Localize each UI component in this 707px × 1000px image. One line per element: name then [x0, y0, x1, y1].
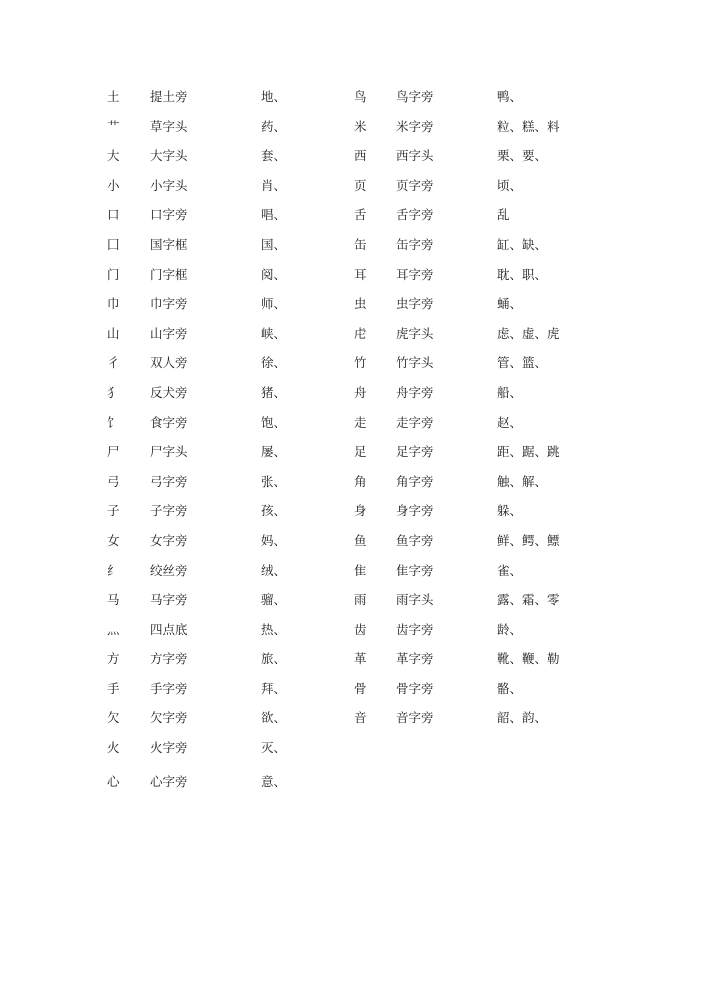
- right-radical-name: 齿字旁: [396, 621, 434, 637]
- radical-row: [0, 82, 707, 112]
- left-examples: 饱、: [261, 414, 287, 430]
- right-radical: 角: [354, 473, 367, 489]
- left-radical-name: 方字旁: [150, 651, 188, 667]
- right-radical: 舟: [354, 384, 367, 400]
- radical-row: [0, 556, 707, 586]
- left-examples: 热、: [261, 621, 287, 637]
- left-radical-name: 巾字旁: [150, 296, 188, 312]
- left-radical: 马: [107, 592, 120, 608]
- left-examples: 孩、: [261, 503, 287, 519]
- left-radical: 手: [107, 680, 120, 696]
- right-radical: 身: [354, 503, 367, 519]
- right-examples: 缸、缺、: [497, 236, 548, 252]
- radical-row: [0, 644, 707, 674]
- right-radical-name: 音字旁: [396, 710, 434, 726]
- right-radical: 走: [354, 414, 367, 430]
- radical-row: [0, 230, 707, 260]
- left-radical-name: 口字旁: [150, 207, 188, 223]
- radical-row: [0, 467, 707, 497]
- left-radical: 山: [107, 325, 120, 341]
- radical-row: [0, 319, 707, 349]
- right-radical: 页: [354, 177, 367, 193]
- left-radical-name: 山字旁: [150, 325, 188, 341]
- radical-row: [0, 615, 707, 645]
- left-examples: 意、: [261, 773, 287, 789]
- left-radical: 艹: [107, 118, 120, 134]
- right-radical: 竹: [354, 355, 367, 371]
- left-radical: 方: [107, 651, 120, 667]
- left-radical-name: 食字旁: [150, 414, 188, 430]
- left-examples: 骝、: [261, 592, 287, 608]
- right-radical-name: 鱼字旁: [396, 532, 434, 548]
- left-radical-name: 心字旁: [150, 773, 188, 789]
- right-radical-name: 隹字旁: [396, 562, 434, 578]
- radical-row: [0, 496, 707, 526]
- right-examples: 鲜、鳄、鳔: [497, 532, 560, 548]
- radical-row: [0, 348, 707, 378]
- left-examples: 灭、: [261, 740, 287, 756]
- radical-row: [0, 526, 707, 556]
- left-radical: 欠: [107, 710, 120, 726]
- left-radical-name: 小字头: [150, 177, 188, 193]
- right-radical-name: 西字头: [396, 148, 434, 164]
- left-radical: 弓: [107, 473, 120, 489]
- left-radical: 大: [107, 148, 120, 164]
- radical-row: [0, 200, 707, 230]
- right-examples: 顷、: [497, 177, 523, 193]
- left-radical: 囗: [107, 236, 120, 252]
- radical-row: [0, 171, 707, 201]
- radical-row: [0, 141, 707, 171]
- left-radical: 土: [107, 89, 120, 104]
- right-radical: 骨: [354, 680, 367, 696]
- left-radical-name: 反犬旁: [150, 384, 188, 400]
- left-radical-name: 门字框: [150, 266, 188, 282]
- radical-row: [0, 289, 707, 319]
- left-radical-name: 弓字旁: [150, 473, 188, 489]
- left-radical-name: 子字旁: [150, 503, 188, 519]
- right-examples: 靴、鞭、勒: [497, 651, 560, 667]
- right-radical-name: 走字旁: [396, 414, 434, 430]
- left-examples: 套、: [261, 148, 287, 164]
- right-examples: 鸭、: [497, 89, 523, 104]
- left-radical-name: 国字框: [150, 236, 188, 252]
- left-radical: 灬: [107, 621, 120, 637]
- right-radical: 音: [354, 710, 367, 726]
- left-radical: 小: [107, 177, 120, 193]
- radical-row: [0, 260, 707, 290]
- right-radical-name: 身字旁: [396, 503, 434, 519]
- left-radical-name: 尸字头: [150, 444, 188, 460]
- right-examples: 露、霜、零: [497, 592, 560, 608]
- left-radical: 口: [107, 207, 120, 223]
- left-radical: 纟: [107, 562, 120, 578]
- right-radical-name: 页字旁: [396, 177, 434, 193]
- left-radical: 犭: [107, 384, 120, 400]
- right-radical: 虫: [354, 296, 367, 312]
- radical-row: [0, 112, 707, 142]
- left-examples: 地、: [261, 89, 287, 104]
- left-radical-name: 双人旁: [150, 355, 188, 371]
- left-examples: 国、: [261, 236, 287, 252]
- right-radical-name: 鸟字旁: [396, 89, 434, 104]
- left-radical-name: 女字旁: [150, 532, 188, 548]
- right-examples: 耽、职、: [497, 266, 548, 282]
- radical-row: [0, 437, 707, 467]
- left-radical-name: 手字旁: [150, 680, 188, 696]
- right-radical: 鱼: [354, 532, 367, 548]
- right-radical: 缶: [354, 236, 367, 252]
- radical-row: [0, 378, 707, 408]
- radical-row: [0, 703, 707, 733]
- right-examples: 管、篮、: [497, 355, 548, 371]
- left-radical: 饣: [107, 414, 120, 430]
- right-examples: 韶、韵、: [497, 710, 548, 726]
- right-radical-name: 雨字头: [396, 592, 434, 608]
- left-examples: 猪、: [261, 384, 287, 400]
- right-radical: 米: [354, 118, 367, 134]
- left-radical: 女: [107, 532, 120, 548]
- left-radical-name: 火字旁: [150, 740, 188, 756]
- left-examples: 旅、: [261, 651, 287, 667]
- right-radical: 齿: [354, 621, 367, 637]
- right-radical-name: 革字旁: [396, 651, 434, 667]
- left-radical-name: 绞丝旁: [150, 562, 188, 578]
- left-radical-name: 大字头: [150, 148, 188, 164]
- right-radical: 西: [354, 148, 367, 164]
- right-examples: 乱: [497, 207, 510, 223]
- right-radical-name: 耳字旁: [396, 266, 434, 282]
- right-radical-name: 缶字旁: [396, 236, 434, 252]
- radical-row: [0, 733, 707, 763]
- right-radical-name: 舌字旁: [396, 207, 434, 223]
- right-radical: 足: [354, 444, 367, 460]
- left-radical: 门: [107, 266, 120, 282]
- left-radical: 心: [107, 773, 120, 789]
- radical-row: [0, 408, 707, 438]
- left-radical-name: 马字旁: [150, 592, 188, 608]
- right-examples: 骼、: [497, 680, 523, 696]
- right-examples: 躲、: [497, 503, 523, 519]
- right-examples: 雀、: [497, 562, 523, 578]
- right-examples: 栗、要、: [497, 148, 548, 164]
- left-examples: 张、: [261, 473, 287, 489]
- right-examples: 船、: [497, 384, 523, 400]
- left-examples: 绒、: [261, 562, 287, 578]
- right-radical-name: 虎字头: [396, 325, 434, 341]
- radical-row: [0, 585, 707, 615]
- right-examples: 虑、虚、虎: [497, 325, 560, 341]
- left-examples: 徐、: [261, 355, 287, 371]
- left-examples: 屡、: [261, 444, 287, 460]
- right-examples: 赵、: [497, 414, 523, 430]
- radical-row: [0, 674, 707, 704]
- left-examples: 唱、: [261, 207, 287, 223]
- right-radical-name: 竹字头: [396, 355, 434, 371]
- left-radical-name: 提土旁: [150, 89, 188, 104]
- right-radical: 耳: [354, 266, 367, 282]
- left-examples: 药、: [261, 118, 287, 134]
- left-examples: 妈、: [261, 532, 287, 548]
- left-radical: 火: [107, 740, 120, 756]
- right-radical-name: 骨字旁: [396, 680, 434, 696]
- right-radical: 雨: [354, 592, 367, 608]
- left-examples: 欲、: [261, 710, 287, 726]
- left-examples: 峡、: [261, 325, 287, 341]
- left-examples: 阅、: [261, 266, 287, 282]
- right-radical: 革: [354, 651, 367, 667]
- right-examples: 粒、糕、料: [497, 118, 560, 134]
- right-radical: 鸟: [354, 89, 367, 104]
- left-radical-name: 草字头: [150, 118, 188, 134]
- right-radical-name: 米字旁: [396, 118, 434, 134]
- left-radical: 彳: [107, 355, 120, 371]
- left-examples: 拜、: [261, 680, 287, 696]
- right-radical: 隹: [354, 562, 367, 578]
- right-radical-name: 足字旁: [396, 444, 434, 460]
- left-radical: 尸: [107, 444, 120, 460]
- left-radical-name: 欠字旁: [150, 710, 188, 726]
- right-radical-name: 舟字旁: [396, 384, 434, 400]
- right-radical-name: 角字旁: [396, 473, 434, 489]
- left-examples: 肖、: [261, 177, 287, 193]
- right-examples: 触、解、: [497, 473, 548, 489]
- right-examples: 蛹、: [497, 296, 523, 312]
- left-examples: 师、: [261, 296, 287, 312]
- radical-row: [0, 763, 707, 801]
- right-examples: 距、踞、跳: [497, 444, 560, 460]
- right-examples: 龄、: [497, 621, 523, 637]
- left-radical: 子: [107, 503, 120, 519]
- radical-table: [0, 82, 707, 801]
- left-radical: 巾: [107, 296, 120, 312]
- right-radical-name: 虫字旁: [396, 296, 434, 312]
- left-radical-name: 四点底: [150, 621, 188, 637]
- right-radical: 舌: [354, 207, 367, 223]
- right-radical: 虍: [354, 325, 367, 341]
